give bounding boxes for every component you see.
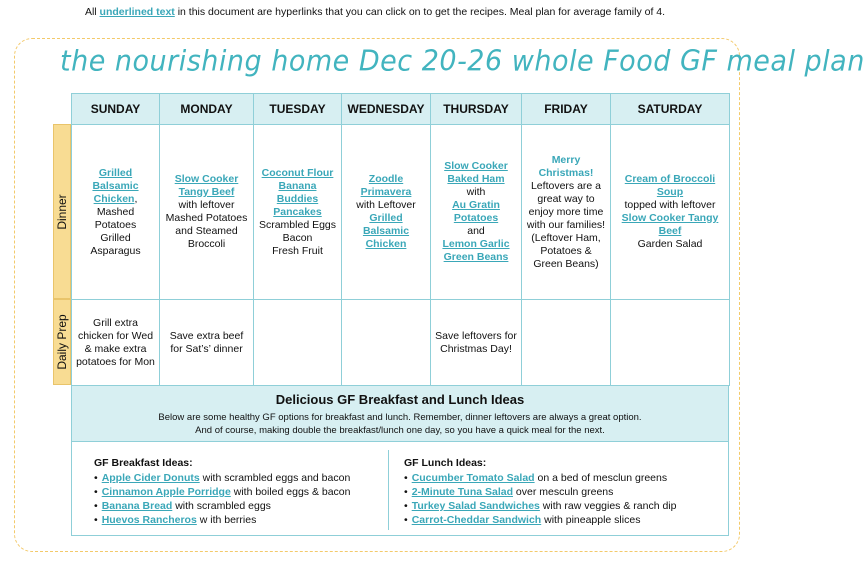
dinner-monday: Slow Cooker Tangy Beef with leftover Mashed Potatoes and Steamed Broccoli <box>160 125 254 300</box>
day-header-monday: MONDAY <box>160 94 254 125</box>
list-item: • Huevos Rancheros w ith berries <box>94 513 350 527</box>
list-item: • Cucumber Tomato Salad on a bed of mesclun greens <box>404 471 676 485</box>
ideas-banner <box>71 385 729 442</box>
dinner-friday: Merry Christmas! Leftovers are a great way to enjoy more time with our families! (Leftover Ham, Potatoes & Green Beans) <box>522 125 611 300</box>
recipe-link[interactable]: Coconut Flour Banana Buddies Pancakes <box>261 166 334 218</box>
page-title: the nourishing home Dec 20-26 whole Food GF meal plan <box>60 45 865 78</box>
recipe-link[interactable]: Cinnamon Apple Porridge <box>101 486 231 498</box>
list-item: • Carrot-Cheddar Sandwich with pineapple slices <box>404 513 676 527</box>
day-header-sunday: SUNDAY <box>72 94 160 125</box>
prep-monday: Save extra beef for Sat’s’ dinner <box>160 300 254 386</box>
day-header-row <box>72 94 730 125</box>
recipe-link[interactable]: 2-Minute Tuna Salad <box>411 486 514 498</box>
prep-friday <box>522 300 611 386</box>
prep-tuesday <box>254 300 342 386</box>
dinner-side-label: Dinner <box>53 124 71 299</box>
list-item: • 2-Minute Tuna Salad over mesculn greens <box>404 485 676 499</box>
recipe-link[interactable]: Zoodle Primavera <box>360 173 412 198</box>
day-header-tuesday: TUESDAY <box>254 94 342 125</box>
list-item: • Apple Cider Donuts with scrambled eggs and bacon <box>94 471 350 485</box>
recipe-link[interactable]: Cream of Broccoli Soup <box>624 173 716 198</box>
lunch-ideas <box>404 456 676 527</box>
list-item: • Cinnamon Apple Porridge with boiled eggs & bacon <box>94 485 350 499</box>
underlined-text-link[interactable]: underlined text <box>99 6 175 18</box>
dinner-row <box>72 125 730 300</box>
prep-thursday: Save leftovers for Christmas Day! <box>431 300 522 386</box>
daily-prep-row <box>72 300 730 386</box>
column-divider <box>388 450 389 530</box>
dinner-tuesday: Coconut Flour Banana Buddies Pancakes Scrambled Eggs Bacon Fresh Fruit <box>254 125 342 300</box>
recipe-link[interactable]: Turkey Salad Sandwiches <box>411 500 540 512</box>
recipe-link[interactable]: Slow Cooker Tangy Beef <box>621 212 719 237</box>
dinner-thursday: Slow Cooker Baked Ham with Au Gratin Potatoes and Lemon Garlic Green Beans <box>431 125 522 300</box>
dinner-wednesday: Zoodle Primavera with Leftover Grilled Balsamic Chicken <box>342 125 431 300</box>
prep-wednesday <box>342 300 431 386</box>
dinner-saturday: Cream of Broccoli Soup topped with leftover Slow Cooker Tangy Beef Garden Salad <box>611 125 730 300</box>
dinner-sunday: Grilled Balsamic Chicken, Mashed Potatoes Grilled Asparagus <box>72 125 160 300</box>
recipe-link[interactable]: Carrot-Cheddar Sandwich <box>411 514 542 526</box>
day-header-friday: FRIDAY <box>522 94 611 125</box>
meal-plan-table <box>71 93 730 386</box>
recipe-link[interactable]: Grilled Balsamic Chicken <box>362 212 410 250</box>
lunch-heading: GF Lunch Ideas: <box>404 457 487 469</box>
ideas-line-2: And of course, making double the breakfast/lunch one day, so you have a quick meal for the next. <box>195 425 605 436</box>
merry-christmas-text: Merry Christmas! <box>538 153 594 179</box>
ideas-lists <box>71 442 729 536</box>
prep-saturday <box>611 300 730 386</box>
day-header-saturday: SATURDAY <box>611 94 730 125</box>
breakfast-ideas <box>94 456 350 527</box>
daily-prep-side-label: Daily Prep <box>53 299 71 385</box>
day-header-wednesday: WEDNESDAY <box>342 94 431 125</box>
recipe-link[interactable]: Slow Cooker Baked Ham <box>444 160 508 185</box>
hyperlink-note: All underlined text in this document are hyperlinks that you can click on to get the recipes. Meal plan for average family of 4. <box>84 6 666 18</box>
recipe-link[interactable]: Huevos Rancheros <box>101 514 197 526</box>
day-header-thursday: THURSDAY <box>431 94 522 125</box>
recipe-link[interactable]: Au Gratin Potatoes <box>452 199 500 224</box>
breakfast-heading: GF Breakfast Ideas: <box>94 457 193 469</box>
list-item: • Banana Bread with scrambled eggs <box>94 499 350 513</box>
recipe-link[interactable]: Cucumber Tomato Salad <box>411 472 535 484</box>
recipe-link[interactable]: Apple Cider Donuts <box>101 472 200 484</box>
recipe-link[interactable]: Banana Bread <box>101 500 173 512</box>
ideas-heading: Delicious GF Breakfast and Lunch Ideas <box>275 392 525 407</box>
recipe-link[interactable]: Lemon Garlic Green Beans <box>442 238 510 263</box>
ideas-line-1: Below are some healthy GF options for breakfast and lunch. Remember, dinner leftovers are always a great option. <box>158 412 642 423</box>
recipe-link[interactable]: Slow Cooker Tangy Beef <box>174 173 239 198</box>
list-item: • Turkey Salad Sandwiches with raw veggies & ranch dip <box>404 499 676 513</box>
recipe-link[interactable]: Grilled Balsamic Chicken <box>92 166 139 205</box>
prep-sunday: Grill extra chicken for Wed & make extra potatoes for Mon <box>72 300 160 386</box>
